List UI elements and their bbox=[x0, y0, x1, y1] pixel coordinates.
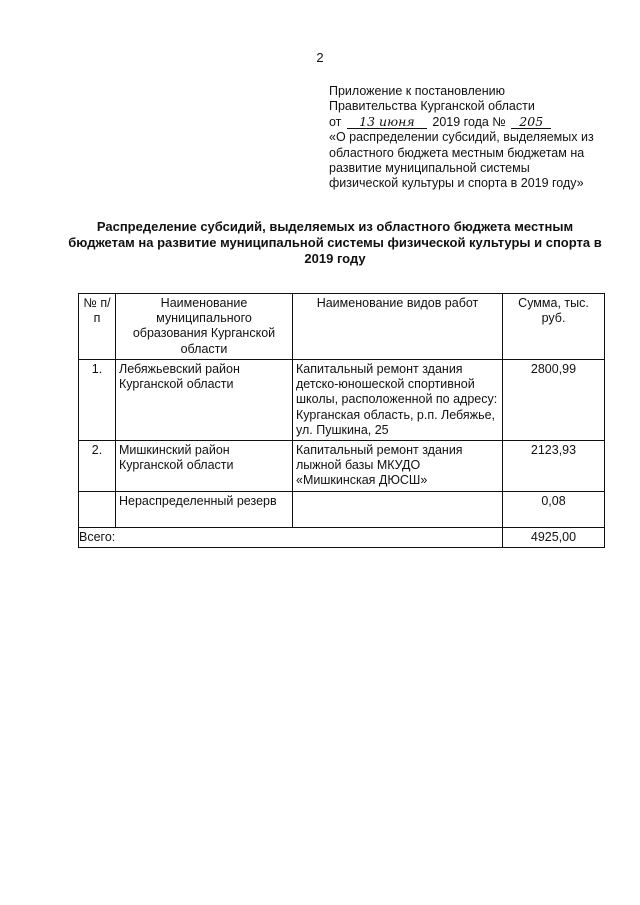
row-municipality: Мишкинский район Курганской области bbox=[116, 441, 293, 492]
date-suffix: 2019 года № bbox=[432, 114, 506, 129]
row-sum: 2800,99 bbox=[503, 360, 605, 441]
appendix-line-7: физической культуры и спорта в 2019 году» bbox=[329, 176, 584, 191]
appendix-line-4: «О распределении субсидий, выделяемых из bbox=[329, 130, 594, 145]
row-number bbox=[79, 491, 116, 527]
appendix-line-2: Правительства Курганской области bbox=[329, 99, 535, 114]
subsidy-table bbox=[78, 293, 605, 548]
appendix-line-6: развитие муниципальной системы bbox=[329, 161, 530, 176]
table-row bbox=[79, 360, 605, 441]
row-works: Капитальный ремонт здания лыжной базы МКУДО «Мишкинская ДЮСШ» bbox=[293, 441, 503, 492]
handwritten-date: 13 июня bbox=[347, 115, 427, 129]
page-number: 2 bbox=[316, 50, 324, 65]
header-number: № п/п bbox=[79, 294, 116, 360]
title-line-1: Распределение субсидий, выделяемых из областного бюджета местным bbox=[96, 219, 574, 234]
title-line-3: 2019 году bbox=[304, 251, 366, 266]
appendix-header bbox=[329, 84, 619, 192]
handwritten-number: 205 bbox=[511, 115, 551, 129]
appendix-line-1: Приложение к постановлению bbox=[329, 84, 505, 98]
table-header-row bbox=[79, 294, 605, 360]
row-sum: 0,08 bbox=[503, 491, 605, 527]
header-works: Наименование видов работ bbox=[293, 294, 503, 360]
appendix-date-line bbox=[329, 115, 619, 130]
row-works bbox=[293, 491, 503, 527]
table-row bbox=[79, 441, 605, 492]
total-sum: 4925,00 bbox=[503, 527, 605, 547]
row-sum: 2123,93 bbox=[503, 441, 605, 492]
row-number: 2. bbox=[79, 441, 116, 492]
title-line-2: бюджетам на развитие муниципальной системы физической культуры и спорта в bbox=[68, 235, 602, 250]
header-municipality: Наименование муниципального образования Курганской области bbox=[116, 294, 293, 360]
date-prefix: от bbox=[329, 114, 342, 129]
row-municipality: Нераспределенный резерв bbox=[116, 491, 293, 527]
header-sum: Сумма, тыс. руб. bbox=[503, 294, 605, 360]
table-row bbox=[79, 491, 605, 527]
document-title bbox=[60, 219, 610, 267]
row-municipality: Лебяжьевский район Курганской области bbox=[116, 360, 293, 441]
row-works: Капитальный ремонт здания детско-юношеской спортивной школы, расположенной по адресу: Курганская область, р.п. Лебяжье, ул. Пушкина, 25 bbox=[293, 360, 503, 441]
row-number: 1. bbox=[79, 360, 116, 441]
appendix-line-5: областного бюджета местным бюджетам на bbox=[329, 145, 585, 160]
total-label: Всего: bbox=[79, 527, 503, 547]
table-total-row bbox=[79, 527, 605, 547]
